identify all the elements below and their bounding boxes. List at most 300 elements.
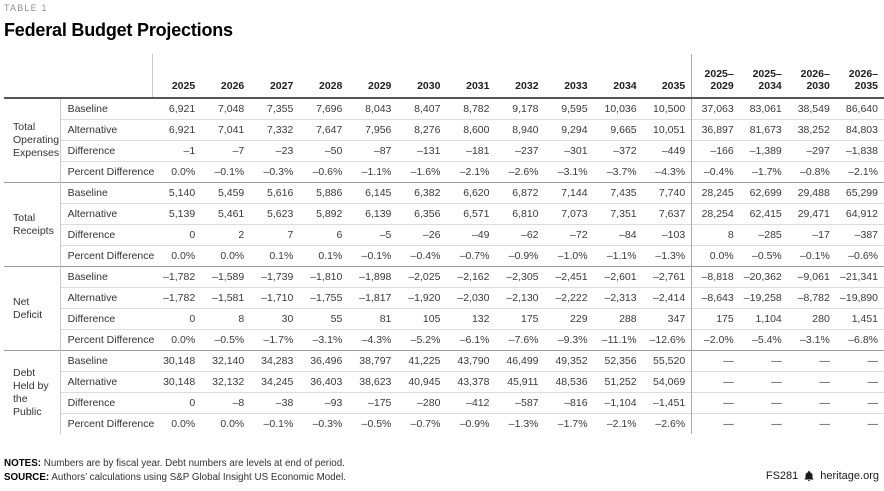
value-cell: 43,378 bbox=[446, 372, 495, 393]
value-cell: 38,623 bbox=[348, 372, 397, 393]
value-cell: –2,305 bbox=[495, 267, 544, 288]
period-value-cell: –297 bbox=[788, 141, 836, 162]
period-value-cell: 29,471 bbox=[788, 204, 836, 225]
value-cell: –0.3% bbox=[250, 162, 299, 183]
row-label: Baseline bbox=[60, 183, 152, 204]
row-label: Alternative bbox=[60, 204, 152, 225]
period-value-cell: –19,890 bbox=[836, 288, 884, 309]
period-value-cell: — bbox=[836, 372, 884, 393]
table-row bbox=[4, 372, 884, 393]
value-cell: 30 bbox=[250, 309, 299, 330]
value-cell: –2,761 bbox=[643, 267, 692, 288]
value-cell: –0.1% bbox=[250, 414, 299, 435]
period-value-cell: –0.6% bbox=[836, 246, 884, 267]
period-value-cell: –166 bbox=[692, 141, 740, 162]
value-cell: 6,382 bbox=[397, 183, 446, 204]
table-row bbox=[4, 98, 884, 120]
value-cell: 0 bbox=[152, 225, 201, 246]
value-cell: 46,499 bbox=[495, 351, 544, 372]
value-cell: –587 bbox=[495, 393, 544, 414]
value-cell: 32,140 bbox=[201, 351, 250, 372]
value-cell: –1,739 bbox=[250, 267, 299, 288]
value-cell: –5 bbox=[348, 225, 397, 246]
period-value-cell: –1,389 bbox=[740, 141, 788, 162]
table-body bbox=[4, 98, 884, 434]
period-value-cell: — bbox=[740, 372, 788, 393]
table-row bbox=[4, 351, 884, 372]
heritage-bell-icon bbox=[803, 470, 815, 482]
period-value-cell: 29,488 bbox=[788, 183, 836, 204]
table-row bbox=[4, 309, 884, 330]
value-cell: 7 bbox=[250, 225, 299, 246]
value-cell: 45,911 bbox=[495, 372, 544, 393]
year-column-header: 2035 bbox=[643, 54, 692, 98]
period-value-cell: — bbox=[692, 351, 740, 372]
year-column-header: 2033 bbox=[545, 54, 594, 98]
value-cell: 0.0% bbox=[152, 414, 201, 435]
value-cell: 10,051 bbox=[643, 120, 692, 141]
value-cell: 2 bbox=[201, 225, 250, 246]
value-cell: –62 bbox=[495, 225, 544, 246]
value-cell: 51,252 bbox=[594, 372, 643, 393]
row-label: Percent Difference bbox=[60, 330, 152, 351]
period-value-cell: 65,299 bbox=[836, 183, 884, 204]
value-cell: –2,162 bbox=[446, 267, 495, 288]
value-cell: 8,276 bbox=[397, 120, 446, 141]
row-label: Percent Difference bbox=[60, 246, 152, 267]
value-cell: 6,921 bbox=[168, 103, 196, 115]
value-cell: –2,130 bbox=[495, 288, 544, 309]
value-cell: –1,755 bbox=[299, 288, 348, 309]
value-cell: –0.6% bbox=[299, 162, 348, 183]
period-value-cell: –8,643 bbox=[692, 288, 740, 309]
value-cell: 132 bbox=[446, 309, 495, 330]
period-value-cell: — bbox=[692, 393, 740, 414]
period-value-cell: –8,782 bbox=[788, 288, 836, 309]
year-column-header: 2028 bbox=[299, 54, 348, 98]
period-value-cell: — bbox=[692, 414, 740, 435]
period-value-cell: –21,341 bbox=[836, 267, 884, 288]
value-cell: 5,461 bbox=[201, 204, 250, 225]
value-cell: 7,041 bbox=[201, 120, 250, 141]
row-label: Alternative bbox=[60, 372, 152, 393]
value-cell: –0.5% bbox=[201, 330, 250, 351]
value-cell: 6 bbox=[299, 225, 348, 246]
value-cell: –87 bbox=[348, 141, 397, 162]
value-cell: –50 bbox=[299, 141, 348, 162]
value-cell: 5,623 bbox=[250, 204, 299, 225]
value-cell: 43,790 bbox=[446, 351, 495, 372]
value-cell: 6,872 bbox=[495, 183, 544, 204]
table-row bbox=[4, 162, 884, 183]
table-header-row bbox=[4, 54, 884, 98]
value-cell: 0.0% bbox=[152, 162, 201, 183]
value-cell: 7,647 bbox=[299, 120, 348, 141]
value-cell: –1.7% bbox=[250, 330, 299, 351]
value-cell: –816 bbox=[545, 393, 594, 414]
value-cell: –2,030 bbox=[446, 288, 495, 309]
value-cell: 7,351 bbox=[594, 204, 643, 225]
table-row bbox=[4, 288, 884, 309]
value-cell: –1,104 bbox=[594, 393, 643, 414]
value-cell: –175 bbox=[348, 393, 397, 414]
year-column-header: 2034 bbox=[594, 54, 643, 98]
value-cell: –1,920 bbox=[397, 288, 446, 309]
brand-footer bbox=[766, 470, 879, 482]
value-cell: –0.7% bbox=[446, 246, 495, 267]
value-cell: 7,435 bbox=[594, 183, 643, 204]
value-cell: 7,637 bbox=[643, 204, 692, 225]
value-cell: 10,500 bbox=[653, 103, 686, 115]
period-value-cell: — bbox=[836, 351, 884, 372]
value-cell: 34,283 bbox=[250, 351, 299, 372]
value-cell: 38,797 bbox=[348, 351, 397, 372]
value-cell: –3.1% bbox=[299, 330, 348, 351]
value-cell: –1,782 bbox=[152, 267, 201, 288]
period-value-cell: — bbox=[740, 351, 788, 372]
row-label: Alternative bbox=[60, 120, 152, 141]
value-cell: 34,245 bbox=[250, 372, 299, 393]
table-row bbox=[4, 414, 884, 435]
value-cell: –2.1% bbox=[446, 162, 495, 183]
value-cell: –2,313 bbox=[594, 288, 643, 309]
value-cell: 7,144 bbox=[545, 183, 594, 204]
value-cell: –11.1% bbox=[594, 330, 643, 351]
period-value-cell: –0.5% bbox=[740, 246, 788, 267]
value-cell: –93 bbox=[299, 393, 348, 414]
period-value-cell: 64,912 bbox=[836, 204, 884, 225]
table-row bbox=[4, 393, 884, 414]
table-row bbox=[4, 141, 884, 162]
value-cell: 6,810 bbox=[495, 204, 544, 225]
value-cell: –72 bbox=[545, 225, 594, 246]
value-cell: –8 bbox=[201, 393, 250, 414]
value-cell: 5,892 bbox=[299, 204, 348, 225]
period-value-cell: –19,258 bbox=[740, 288, 788, 309]
value-cell: –49 bbox=[446, 225, 495, 246]
row-label: Alternative bbox=[60, 288, 152, 309]
notes-label: NOTES: bbox=[4, 458, 42, 469]
year-column-header: 2029 bbox=[348, 54, 397, 98]
period-value-cell: –2.0% bbox=[692, 330, 740, 351]
period-value-cell: –9,061 bbox=[788, 267, 836, 288]
value-cell: –280 bbox=[397, 393, 446, 414]
value-cell: –7 bbox=[201, 141, 250, 162]
value-cell: 0.0% bbox=[152, 246, 201, 267]
notes-text: Numbers are by fiscal year. Debt numbers are levels at end of period. bbox=[41, 458, 345, 469]
value-cell: 52,356 bbox=[594, 351, 643, 372]
table-row bbox=[4, 183, 884, 204]
period-value-cell: — bbox=[740, 393, 788, 414]
value-cell: 7,696 bbox=[316, 103, 343, 115]
value-cell: 0.0% bbox=[201, 246, 250, 267]
value-cell: 30,148 bbox=[152, 372, 201, 393]
value-cell: 105 bbox=[397, 309, 446, 330]
value-cell: –1 bbox=[152, 141, 201, 162]
value-cell: –4.3% bbox=[643, 162, 692, 183]
source-line bbox=[4, 471, 346, 485]
row-label: Baseline bbox=[60, 267, 152, 288]
period-value-cell: 86,640 bbox=[845, 103, 878, 115]
row-group-label: Debt Held by the Public bbox=[4, 351, 60, 435]
period-value-cell: –3.1% bbox=[788, 330, 836, 351]
value-cell: –1,451 bbox=[643, 393, 692, 414]
value-cell: 7,355 bbox=[267, 103, 294, 115]
value-cell: –23 bbox=[250, 141, 299, 162]
year-column-header: 2030 bbox=[397, 54, 446, 98]
period-value-cell: 1,104 bbox=[740, 309, 788, 330]
value-cell: 5,140 bbox=[152, 183, 201, 204]
value-cell: –1,810 bbox=[299, 267, 348, 288]
value-cell: 40,945 bbox=[397, 372, 446, 393]
period-value-cell: 84,803 bbox=[836, 120, 884, 141]
value-cell: –1.3% bbox=[495, 414, 544, 435]
header-corner-cell bbox=[4, 54, 152, 98]
period-value-cell: — bbox=[788, 372, 836, 393]
period-value-cell: 0.0% bbox=[692, 246, 740, 267]
period-value-cell: –6.8% bbox=[836, 330, 884, 351]
table-row bbox=[4, 246, 884, 267]
value-cell: –372 bbox=[594, 141, 643, 162]
year-column-header: 2032 bbox=[495, 54, 544, 98]
value-cell: 36,496 bbox=[299, 351, 348, 372]
period-value-cell: 62,699 bbox=[740, 183, 788, 204]
value-cell: –1.1% bbox=[594, 246, 643, 267]
table-row bbox=[4, 225, 884, 246]
value-cell: 32,132 bbox=[201, 372, 250, 393]
value-cell: –1,710 bbox=[250, 288, 299, 309]
value-cell: –301 bbox=[545, 141, 594, 162]
value-cell: 41,225 bbox=[397, 351, 446, 372]
value-cell: –1,782 bbox=[152, 288, 201, 309]
row-label: Percent Difference bbox=[60, 162, 152, 183]
value-cell: 54,069 bbox=[643, 372, 692, 393]
value-cell: 7,956 bbox=[348, 120, 397, 141]
value-cell: –5.2% bbox=[397, 330, 446, 351]
period-column-header: 2026– 2030 bbox=[788, 54, 836, 98]
value-cell: –1,898 bbox=[348, 267, 397, 288]
value-cell: –1.3% bbox=[643, 246, 692, 267]
value-cell: –12.6% bbox=[643, 330, 692, 351]
year-column-header: 2027 bbox=[250, 54, 299, 98]
value-cell: –84 bbox=[594, 225, 643, 246]
page-title: Federal Budget Projections bbox=[4, 20, 233, 40]
period-value-cell: –387 bbox=[836, 225, 884, 246]
value-cell: –0.9% bbox=[495, 246, 544, 267]
value-cell: 30,148 bbox=[152, 351, 201, 372]
value-cell: 36,403 bbox=[299, 372, 348, 393]
period-value-cell: –285 bbox=[740, 225, 788, 246]
value-cell: –6.1% bbox=[446, 330, 495, 351]
period-value-cell: –8,818 bbox=[692, 267, 740, 288]
value-cell: 6,356 bbox=[397, 204, 446, 225]
period-value-cell: –2.1% bbox=[836, 162, 884, 183]
period-value-cell: –1.7% bbox=[740, 162, 788, 183]
value-cell: 10,036 bbox=[604, 103, 637, 115]
value-cell: 9,294 bbox=[545, 120, 594, 141]
value-cell: –2.6% bbox=[643, 414, 692, 435]
row-label: Percent Difference bbox=[60, 414, 152, 435]
value-cell: –0.9% bbox=[446, 414, 495, 435]
value-cell: 5,616 bbox=[250, 183, 299, 204]
value-cell: 81 bbox=[348, 309, 397, 330]
row-group-label: Net Deficit bbox=[4, 267, 60, 351]
value-cell: 55,520 bbox=[643, 351, 692, 372]
value-cell: –1,581 bbox=[201, 288, 250, 309]
value-cell: 6,571 bbox=[446, 204, 495, 225]
period-value-cell: — bbox=[740, 414, 788, 435]
value-cell: –1.1% bbox=[348, 162, 397, 183]
value-cell: –2,025 bbox=[397, 267, 446, 288]
table-row bbox=[4, 204, 884, 225]
value-cell: –4.3% bbox=[348, 330, 397, 351]
period-value-cell: 36,897 bbox=[692, 120, 740, 141]
period-value-cell: — bbox=[836, 393, 884, 414]
period-value-cell: — bbox=[788, 351, 836, 372]
value-cell: 229 bbox=[545, 309, 594, 330]
value-cell: 55 bbox=[299, 309, 348, 330]
value-cell: –26 bbox=[397, 225, 446, 246]
value-cell: –1.7% bbox=[545, 414, 594, 435]
period-value-cell: 62,415 bbox=[740, 204, 788, 225]
site-link: heritage.org bbox=[820, 470, 879, 482]
period-value-cell: 280 bbox=[788, 309, 836, 330]
period-value-cell: — bbox=[692, 372, 740, 393]
value-cell: –1,589 bbox=[201, 267, 250, 288]
value-cell: 0.0% bbox=[152, 330, 201, 351]
period-value-cell: 37,063 bbox=[692, 98, 740, 120]
value-cell: –449 bbox=[643, 141, 692, 162]
value-cell: –0.1% bbox=[201, 162, 250, 183]
value-cell: –7.6% bbox=[495, 330, 544, 351]
value-cell: –1.6% bbox=[397, 162, 446, 183]
value-cell: 347 bbox=[643, 309, 692, 330]
value-cell: 0.1% bbox=[299, 246, 348, 267]
row-label: Difference bbox=[60, 141, 152, 162]
value-cell: 5,459 bbox=[201, 183, 250, 204]
value-cell: 288 bbox=[594, 309, 643, 330]
value-cell: –181 bbox=[446, 141, 495, 162]
row-label: Difference bbox=[60, 393, 152, 414]
doc-id: FS281 bbox=[765, 470, 799, 482]
period-value-cell: –20,362 bbox=[740, 267, 788, 288]
value-cell: –0.1% bbox=[348, 246, 397, 267]
period-column-header: 2026– 2035 bbox=[836, 54, 884, 98]
notes-line bbox=[4, 457, 346, 471]
value-cell: 6,921 bbox=[152, 120, 201, 141]
year-column-header: 2025 bbox=[152, 54, 201, 98]
row-label: Difference bbox=[60, 309, 152, 330]
value-cell: –9.3% bbox=[545, 330, 594, 351]
value-cell: 5,886 bbox=[299, 183, 348, 204]
value-cell: 48,536 bbox=[545, 372, 594, 393]
value-cell: 8,043 bbox=[365, 103, 392, 115]
value-cell: 9,665 bbox=[594, 120, 643, 141]
period-value-cell: — bbox=[788, 414, 836, 435]
table-number-eyebrow: TABLE 1 bbox=[4, 3, 48, 13]
value-cell: –0.7% bbox=[397, 414, 446, 435]
value-cell: –1.0% bbox=[545, 246, 594, 267]
value-cell: 7,048 bbox=[217, 103, 245, 115]
value-cell: –2,414 bbox=[643, 288, 692, 309]
row-group-label: Total Receipts bbox=[4, 183, 60, 267]
period-value-cell: 175 bbox=[692, 309, 740, 330]
period-value-cell: –0.1% bbox=[788, 246, 836, 267]
value-cell: 5,139 bbox=[152, 204, 201, 225]
value-cell: 8,782 bbox=[463, 103, 490, 115]
table-header bbox=[4, 54, 884, 98]
value-cell: –0.3% bbox=[299, 414, 348, 435]
value-cell: –0.4% bbox=[397, 246, 446, 267]
table-row bbox=[4, 330, 884, 351]
row-label: Baseline bbox=[60, 351, 152, 372]
source-label: SOURCE: bbox=[4, 472, 50, 483]
value-cell: 9,178 bbox=[512, 103, 539, 115]
value-cell: 175 bbox=[495, 309, 544, 330]
year-column-header: 2031 bbox=[446, 54, 495, 98]
period-value-cell: 83,061 bbox=[749, 103, 782, 115]
value-cell: –2,601 bbox=[594, 267, 643, 288]
value-cell: 8 bbox=[201, 309, 250, 330]
value-cell: 8,940 bbox=[495, 120, 544, 141]
value-cell: 0.0% bbox=[201, 414, 250, 435]
value-cell: –103 bbox=[643, 225, 692, 246]
period-value-cell: –1,838 bbox=[836, 141, 884, 162]
value-cell: 8,407 bbox=[414, 103, 441, 115]
value-cell: –3.1% bbox=[545, 162, 594, 183]
period-value-cell: –17 bbox=[788, 225, 836, 246]
value-cell: –2.1% bbox=[594, 414, 643, 435]
value-cell: 7,073 bbox=[545, 204, 594, 225]
period-value-cell: 38,549 bbox=[797, 103, 830, 115]
table-row bbox=[4, 267, 884, 288]
value-cell: 49,352 bbox=[545, 351, 594, 372]
year-column-header: 2026 bbox=[201, 54, 250, 98]
value-cell: –131 bbox=[397, 141, 446, 162]
value-cell: 0 bbox=[152, 309, 201, 330]
period-value-cell: –0.8% bbox=[788, 162, 836, 183]
period-value-cell: 38,252 bbox=[788, 120, 836, 141]
period-value-cell: –0.4% bbox=[692, 162, 740, 183]
value-cell: 0 bbox=[152, 393, 201, 414]
value-cell: –237 bbox=[495, 141, 544, 162]
value-cell: 7,332 bbox=[250, 120, 299, 141]
value-cell: 6,145 bbox=[348, 183, 397, 204]
value-cell: 9,595 bbox=[561, 103, 588, 115]
period-value-cell: — bbox=[788, 393, 836, 414]
source-text: Authors’ calculations using S&P Global Insight US Economic Model. bbox=[49, 472, 346, 483]
value-cell: –2.6% bbox=[495, 162, 544, 183]
period-value-cell: — bbox=[836, 414, 884, 435]
period-value-cell: –5.4% bbox=[740, 330, 788, 351]
row-label: Baseline bbox=[67, 103, 108, 115]
period-value-cell: 81,673 bbox=[740, 120, 788, 141]
value-cell: –2,451 bbox=[545, 267, 594, 288]
value-cell: –38 bbox=[250, 393, 299, 414]
budget-table bbox=[4, 54, 884, 434]
period-value-cell: 8 bbox=[692, 225, 740, 246]
period-column-header: 2025– 2029 bbox=[692, 54, 740, 98]
value-cell: 6,620 bbox=[446, 183, 495, 204]
period-value-cell: 1,451 bbox=[836, 309, 884, 330]
value-cell: 8,600 bbox=[446, 120, 495, 141]
period-value-cell: 28,245 bbox=[692, 183, 740, 204]
value-cell: 6,139 bbox=[348, 204, 397, 225]
row-group-label: Total Operating Expenses bbox=[4, 98, 60, 183]
table-row bbox=[4, 120, 884, 141]
value-cell: –2,222 bbox=[545, 288, 594, 309]
value-cell: –3.7% bbox=[594, 162, 643, 183]
